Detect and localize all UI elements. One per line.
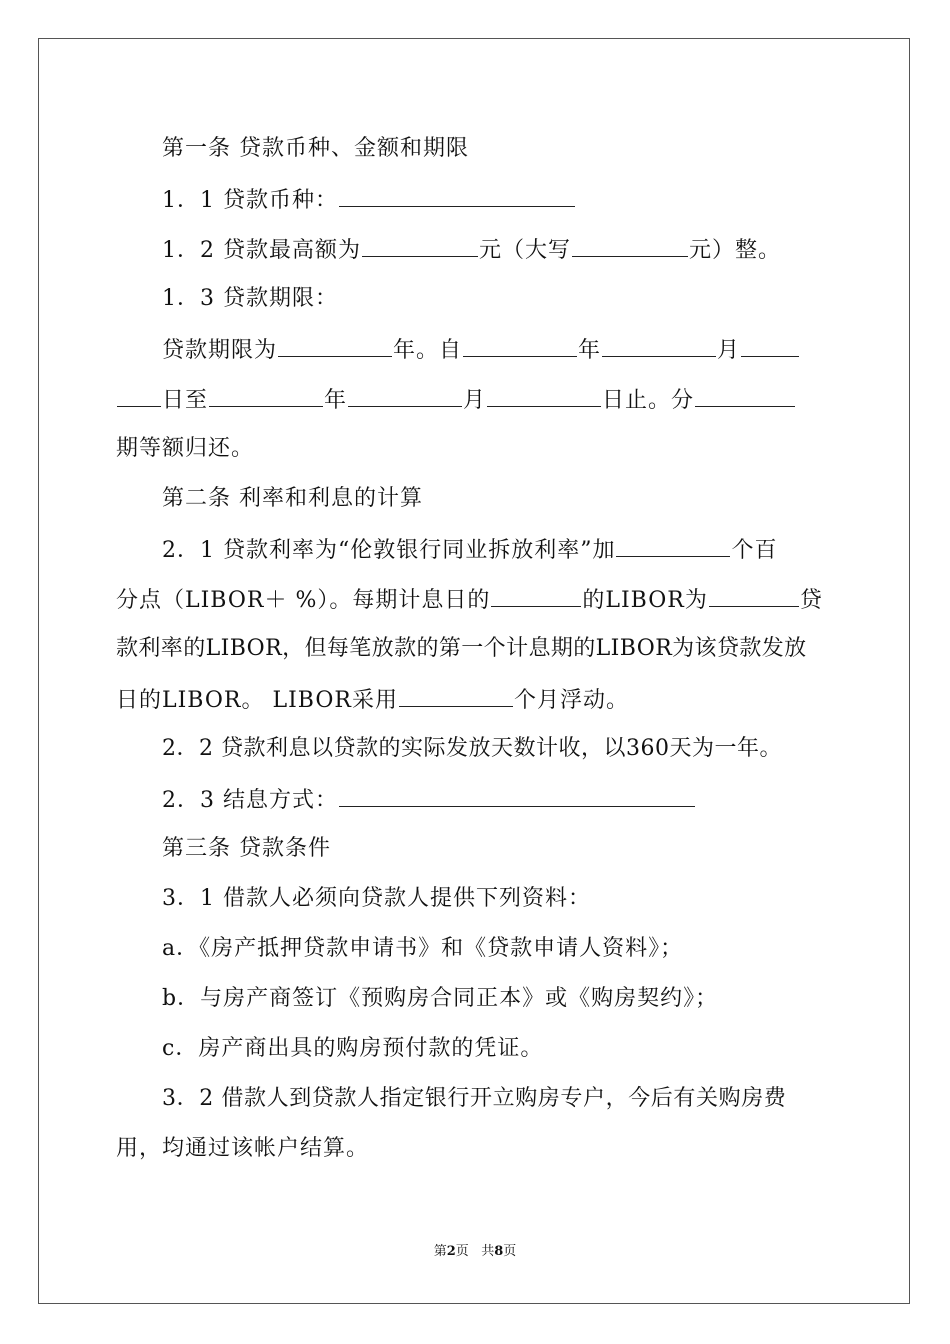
blank-field[interactable]: [487, 384, 601, 407]
clause-text: 年: [324, 388, 348, 413]
clause-text: 2．3 结息方式：: [162, 788, 338, 813]
blank-field[interactable]: [339, 184, 575, 207]
clause-2-2: 2．2 贷款利息以贷款的实际发放天数计收，以360天为一年。: [162, 736, 782, 761]
blank-field[interactable]: [709, 584, 799, 607]
clause-text: 日的LIBOR。 LIBOR采用: [116, 688, 398, 713]
article-3-title: 第三条 贷款条件: [162, 836, 331, 861]
clause-text: 的LIBOR为: [582, 588, 708, 613]
clause-2-1-line-2: [116, 584, 823, 616]
article-2-title: 第二条 利率和利息的计算: [162, 486, 423, 511]
blank-field[interactable]: [362, 234, 478, 257]
clause-1-3: 1．3 贷款期限：: [162, 286, 338, 311]
clause-3-1-c: c．房产商出具的购房预付款的凭证。: [162, 1036, 544, 1061]
page-number: 2: [446, 1244, 456, 1259]
page-border: [38, 38, 910, 1304]
clause-text: 年: [578, 338, 602, 363]
blank-field[interactable]: [278, 334, 392, 357]
blank-field[interactable]: [117, 384, 161, 407]
page-suffix: 页: [455, 1244, 469, 1259]
blank-field[interactable]: [339, 784, 695, 807]
page-prefix: 第: [433, 1244, 447, 1259]
clause-3-2-line-2: 用，均通过该帐户结算。: [116, 1136, 370, 1161]
clause-1-2: [162, 234, 781, 266]
page-footer: [0, 1244, 950, 1260]
blank-field[interactable]: [602, 334, 716, 357]
clause-text: 1．1 贷款币种：: [162, 188, 338, 213]
clause-text: 个月浮动。: [513, 688, 629, 713]
blank-field[interactable]: [348, 384, 462, 407]
total-pages: 8: [494, 1244, 504, 1259]
clause-text: 元（大写: [479, 238, 572, 263]
clause-text: 贷: [799, 588, 823, 613]
clause-text: 月: [463, 388, 487, 413]
clause-2-1-line-4: [116, 684, 629, 716]
clause-text: 分点（LIBOR＋ %）。每期计息日的: [116, 588, 491, 613]
clause-1-1: [162, 184, 576, 216]
term-line-3: 期等额归还。: [116, 436, 255, 461]
blank-field[interactable]: [572, 234, 688, 257]
clause-text: 贷款期限为: [162, 338, 278, 363]
blank-field[interactable]: [463, 334, 577, 357]
clause-text: 日止。分: [602, 388, 695, 413]
clause-text: 月: [717, 338, 741, 363]
blank-field[interactable]: [209, 384, 323, 407]
clause-text: 日至: [162, 388, 209, 413]
clause-text: 2．1 贷款利率为“伦敦银行同业拆放利率”加: [162, 538, 616, 563]
clause-3-1-a: a．《房产抵押贷款申请书》和《贷款申请人资料》；: [162, 936, 684, 961]
blank-field[interactable]: [741, 334, 799, 357]
clause-2-3: [162, 784, 696, 816]
clause-2-1-line-3: 款利率的LIBOR，但每笔放款的第一个计息期的LIBOR为该贷款发放: [116, 636, 807, 661]
clause-3-2-line-1: 3．2 借款人到贷款人指定银行开立购房专户，今后有关购房费: [162, 1086, 787, 1111]
clause-text: 个百: [731, 538, 778, 563]
blank-field[interactable]: [399, 684, 513, 707]
blank-field[interactable]: [491, 584, 581, 607]
clause-2-1-line-1: [162, 534, 778, 566]
term-line-2: [116, 384, 796, 416]
blank-field[interactable]: [616, 534, 730, 557]
article-1-title: 第一条 贷款币种、金额和期限: [162, 136, 469, 161]
clause-text: 年。自: [393, 338, 463, 363]
clause-3-1: 3．1 借款人必须向贷款人提供下列资料：: [162, 886, 591, 911]
term-line-1: [162, 334, 800, 366]
total-suffix: 页: [503, 1244, 517, 1259]
blank-field[interactable]: [695, 384, 795, 407]
total-prefix: 共: [481, 1244, 495, 1259]
clause-3-1-b: b．与房产商签订《预购房合同正本》或《购房契约》；: [162, 986, 719, 1011]
clause-text: 1．2 贷款最高额为: [162, 238, 361, 263]
clause-text: 元）整。: [689, 238, 782, 263]
